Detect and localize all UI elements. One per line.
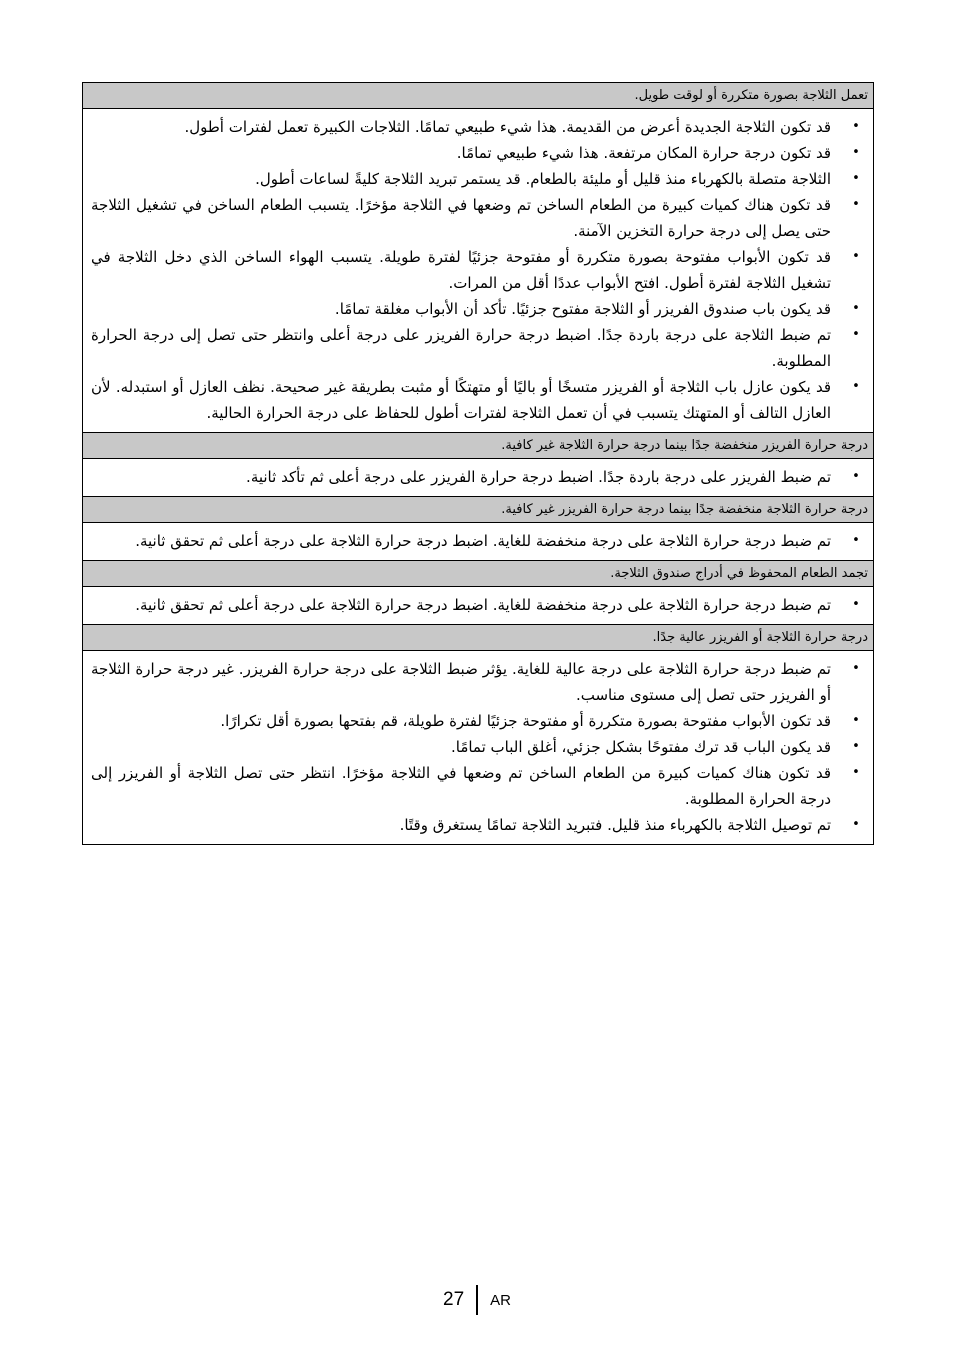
item-text: تم ضبط الفريزر على درجة باردة جدًا. اضبط درجة حرارة الفريزر على درجة أعلى ثم تأكد ثانية. [246,468,831,486]
item-text: قد تكون درجة حرارة المكان مرتفعة. هذا شيء طبيعي تمامًا. [456,144,831,162]
bullet-icon: • [852,197,860,212]
bullet-icon: • [852,533,860,548]
item-list [83,114,873,426]
bullet-icon: • [852,327,860,342]
list-item [83,192,873,244]
section-heading: تجمد الطعام المحفوظ في أدراج صندوق الثلاجة. [83,561,873,587]
section-body [83,523,873,561]
section-heading: تعمل الثلاجة بصورة متكررة أو لوقت طويل. [83,83,873,109]
bullet-icon: • [852,713,860,728]
item-text: قد تكون الثلاجة الجديدة أعرض من القديمة. هذا شيء طبيعي تمامًا. الثلاجات الكبيرة تعمل لفترات أطول. [184,118,831,136]
item-list [83,656,873,838]
item-text: قد تكون الأبواب مفتوحة بصورة متكررة أو مفتوحة جزئيًا لفترة طويلة، قم بفتحها بصورة أقل تكرارًا. [220,712,831,730]
item-text: قد تكون الأبواب مفتوحة بصورة متكررة أو مفتوحة جزئيًا لفترة طويلة. يتسبب الهواء الساخن الذي دخل الثلاجة في تشغيل الثلاجة لفترة أطول. افتح الأبواب عددًا أقل من المرات. [91,248,831,292]
list-item [83,734,873,760]
item-text: تم ضبط درجة حرارة الثلاجة على درجة منخفضة للغاية. اضبط درجة حرارة الثلاجة على درجة أعلى ثم تحقق ثانية. [135,596,831,614]
list-item [83,114,873,140]
language-code: AR [490,1291,511,1309]
bullet-icon: • [852,119,860,134]
item-text: قد تكون هناك كميات كبيرة من الطعام الساخن تم وضعها في الثلاجة مؤخرًا. يتسبب الطعام الساخن في تشغيل الثلاجة حتى يصل إلى درجة حرارة التخزين الآمنة. [91,196,831,240]
list-item [83,374,873,426]
bullet-icon: • [852,469,860,484]
list-item [83,708,873,734]
section-body [83,651,873,844]
bullet-icon: • [852,739,860,754]
item-text: قد يكون عازل باب الثلاجة أو الفريزر متسخًا أو باليًا أو متهتكًا أو مثبت بطريقة غير صحيحة. نظف العازل أو استبدله. لأن العازل التالف أو المتهتك يتسبب في أن تعمل الثلاجة لفترات أطول للحفاظ على درجة الحرارة الحالية. [91,378,831,422]
section-body [83,459,873,497]
list-item [83,760,873,812]
bullet-icon: • [852,661,860,676]
item-list [83,592,873,618]
list-item [83,296,873,322]
bullet-icon: • [852,817,860,832]
section-body [83,587,873,625]
list-item [83,322,873,374]
section-heading: درجة حرارة الثلاجة منخفضة جدًا بينما درجة حرارة الفريزر غير كافية. [83,497,873,523]
list-item [83,592,873,618]
item-list [83,464,873,490]
page-number: 27 [443,1289,465,1310]
bullet-icon: • [852,301,860,316]
page-footer [0,1284,954,1316]
list-item [83,656,873,708]
item-text: قد تكون هناك كميات كبيرة من الطعام الساخن تم وضعها في الثلاجة مؤخرًا. انتظر حتى تصل الثلاجة أو الفريزر إلى درجة الحرارة المطلوبة. [91,764,831,808]
list-item [83,140,873,166]
bullet-icon: • [852,145,860,160]
list-item [83,812,873,838]
item-text: تم توصيل الثلاجة بالكهرباء منذ قليل. فتبريد الثلاجة تمامًا يستغرق وقتًا. [399,816,831,834]
bullet-icon: • [852,765,860,780]
list-item [83,464,873,490]
item-text: قد يكون باب صندوق الفريزر أو الثلاجة مفتوح جزئيًا. تأكد أن الأبواب مغلقة تمامًا. [334,300,831,318]
bullet-icon: • [852,249,860,264]
item-text: الثلاجة متصلة بالكهرباء منذ قليل أو مليئة بالطعام. قد يستمر تبريد الثلاجة كليةً لساعات أطول. [255,170,831,188]
list-item [83,166,873,192]
list-item [83,528,873,554]
footer-divider [476,1285,478,1315]
item-text: تم ضبط الثلاجة على درجة باردة جدًا. اضبط درجة حرارة الفريزر على درجة أعلى وانتظر حتى تصل إلى درجة الحرارة المطلوبة. [91,326,831,370]
item-text: قد يكون الباب قد ترك مفتوحًا بشكل جزئي، أغلق الباب تمامًا. [450,738,831,756]
section-body [83,109,873,433]
troubleshooting-table [82,82,874,845]
item-text: تم ضبط درجة حرارة الثلاجة على درجة عالية للغاية. يؤثر ضبط الثلاجة على درجة حرارة الفريزر. غير درجة حرارة الثلاجة أو الفريزر حتى تصل إلى مستوى مناسب. [91,660,831,704]
bullet-icon: • [852,171,860,186]
list-item [83,244,873,296]
section-heading: درجة حرارة الفريزر منخفضة جدًا بينما درجة حرارة الثلاجة غير كافية. [83,433,873,459]
section-heading: درجة حرارة الثلاجة أو الفريزر عالية جدًا. [83,625,873,651]
bullet-icon: • [852,597,860,612]
item-text: تم ضبط درجة حرارة الثلاجة على درجة منخفضة للغاية. اضبط درجة حرارة الثلاجة على درجة أعلى ثم تحقق ثانية. [135,532,831,550]
item-list [83,528,873,554]
bullet-icon: • [852,379,860,394]
